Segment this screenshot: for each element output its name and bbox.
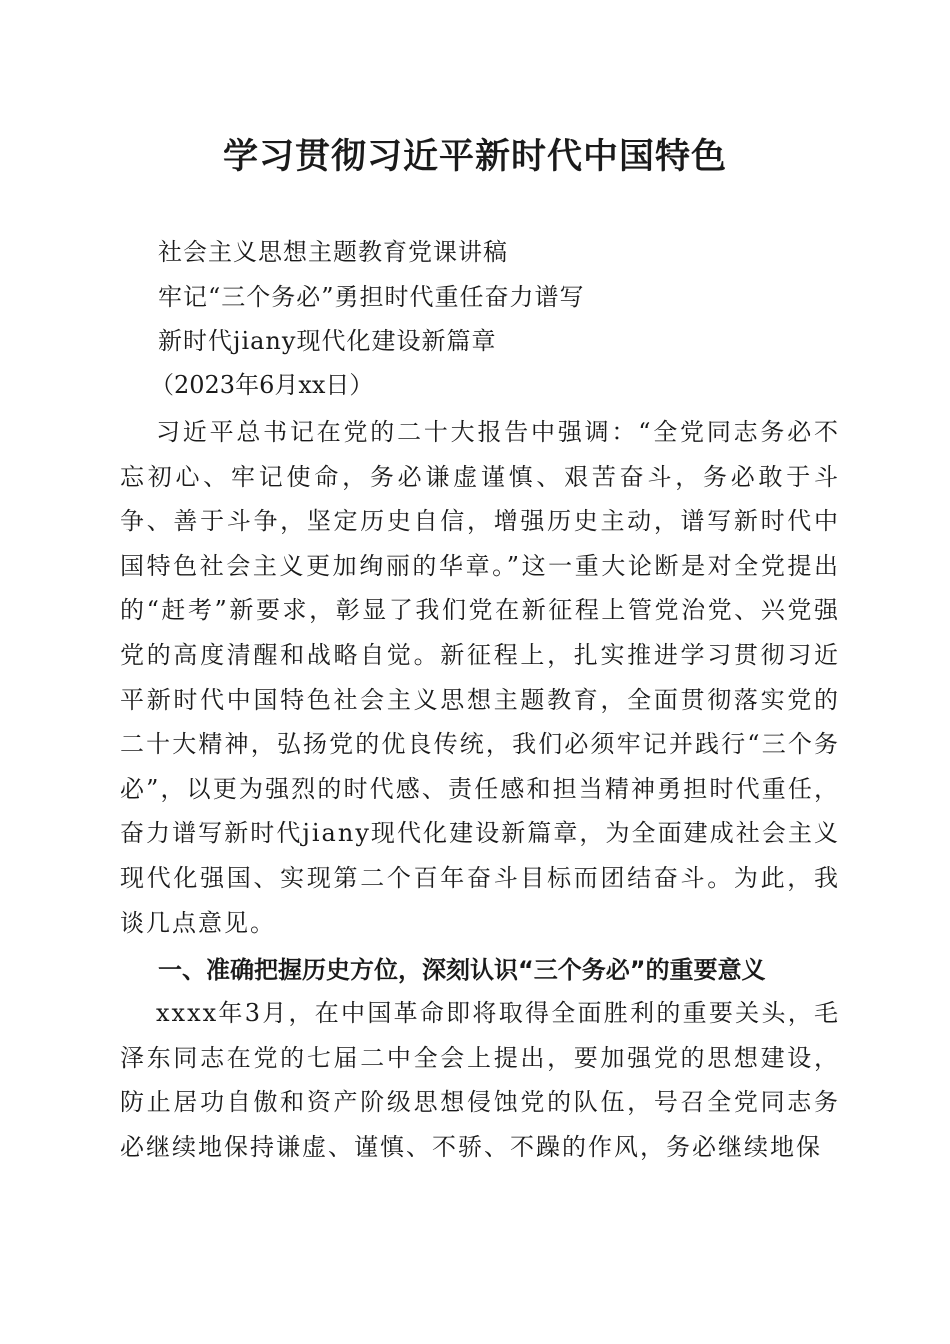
section-heading-1: 一、准确把握历史方位，深刻认识“三个务必”的重要意义 — [158, 956, 766, 984]
document-title: 学习贯彻习近平新时代中国特色 — [222, 137, 727, 177]
subtitle-line-2: 牢记“三个务必”勇担时代重任奋力谱写 — [158, 283, 585, 311]
document-date: （2023年6月xx日） — [150, 371, 374, 399]
subtitle-line-1: 社会主义思想主题教育党课讲稿 — [158, 238, 508, 266]
subtitle-line-3: 新时代jiany现代化建设新篇章 — [158, 327, 497, 355]
section-1-paragraph: xxxx年3月，在中国革命即将取得全面胜利的重要关头，毛泽东同志在党的七届二中全会上提出，要加强党的思想建设，防止居功自傲和资产阶级思想侵蚀党的队伍，号召全党同志务必继续地保持谦虚、谨慎、不骄、不躁的作风，务必继续地保 — [120, 999, 840, 1161]
intro-paragraph: 习近平总书记在党的二十大报告中强调：“全党同志务必不忘初心、牢记使命，务必谦虚谨慎、艰苦奋斗，务必敢于斗争、善于斗争，坚定历史自信，增强历史主动，谱写新时代中国特色社会主义更加绚丽的华章。”这一重大论断是对全党提出的“赶考”新要求，彰显了我们党在新征程上管党治党、兴党强党的高度清醒和战略自觉。新征程上，扎实推进学习贯彻习近平新时代中国特色社会主义思想主题教育，全面贯彻落实党的二十大精神，弘扬党的优良传统，我们必须牢记并践行“三个务必”，以更为强烈的时代感、责任感和担当精神勇担时代重任，奋力谱写新时代jiany现代化建设新篇章，为全面建成社会主义现代化强国、实现第二个百年奋斗目标而团结奋斗。为此，我谈几点意见。 — [120, 418, 840, 937]
